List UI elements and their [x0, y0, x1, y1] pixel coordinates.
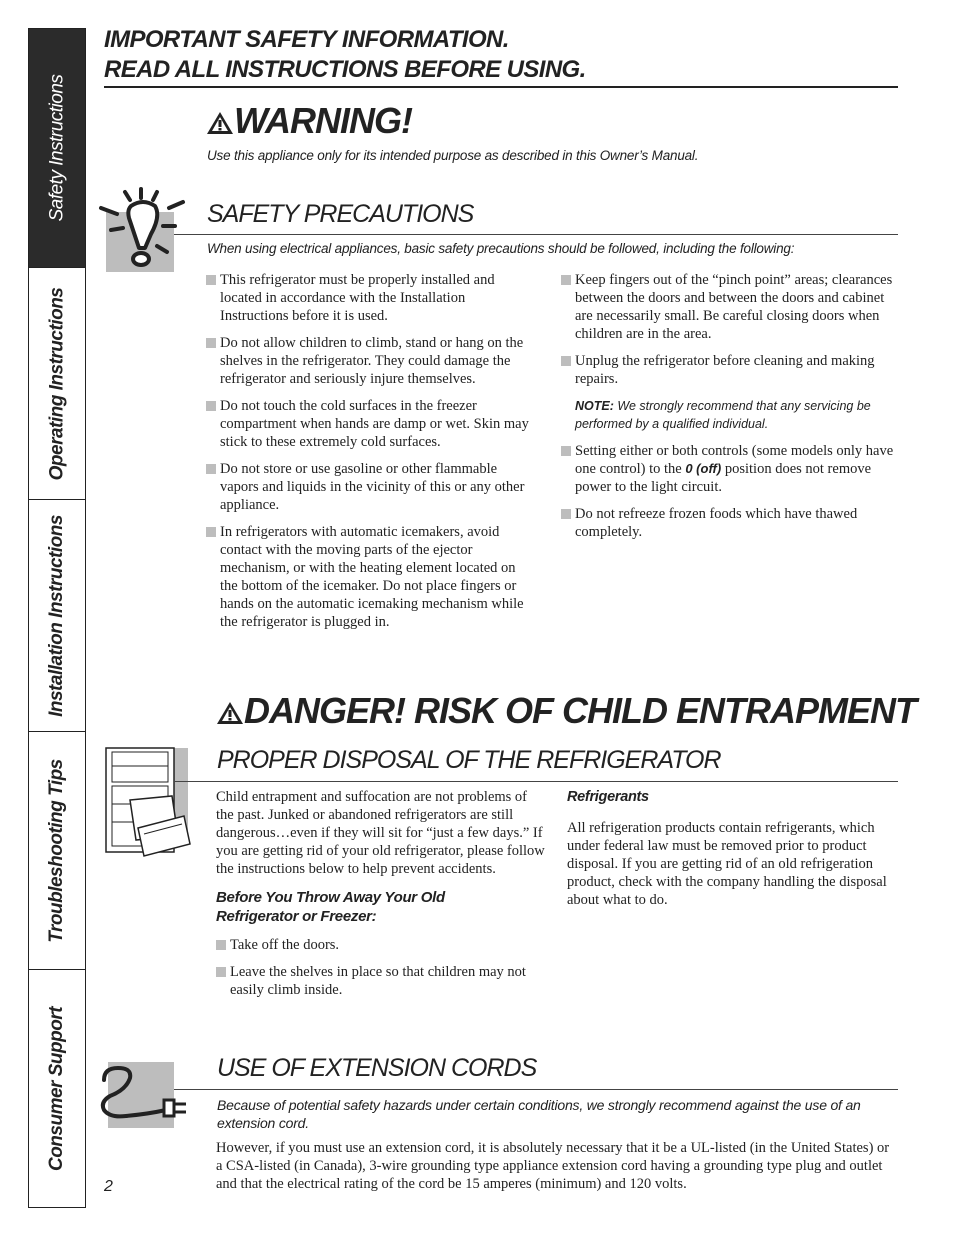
disposal-item: Leave the shelves in place so that children may not easily climb inside.: [216, 963, 546, 999]
bullet-square-icon: [216, 967, 226, 977]
bullet-square-icon: [561, 509, 571, 519]
tab-label: Consumer Support: [46, 1006, 67, 1171]
header-line-2: READ ALL INSTRUCTIONS BEFORE USING.: [104, 56, 586, 83]
bullet-square-icon: [206, 527, 216, 537]
tab-label: Operating Instructions: [46, 287, 67, 480]
disposal-left-column: [216, 788, 546, 1008]
tab-installation-instructions[interactable]: [29, 500, 85, 732]
bullet-square-icon: [216, 940, 226, 950]
disposal-body: Child entrapment and suffocation are not problems of the past. Junked or abandoned refrigerators are still dangerous…even if they will sit for “just a few days.” If you are getting rid of your old refrigerator, please follow the instructions below to help prevent accidents.: [216, 789, 545, 877]
servicing-note: NOTE: We strongly recommend that any servicing be performed by a qualified individual.: [575, 399, 871, 431]
extension-rule: [174, 1089, 898, 1090]
safety-left-column: [206, 271, 536, 640]
tab-operating-instructions[interactable]: [29, 268, 85, 500]
danger-title-text: DANGER! RISK OF CHILD ENTRAPMENT: [244, 690, 916, 731]
page-number: 2: [104, 1178, 113, 1195]
refrigerants-title: Refrigerants: [567, 789, 649, 805]
warning-title: [206, 100, 412, 142]
warning-subtitle: Use this appliance only for its intended purpose as described in this Owner’s Manual.: [207, 148, 699, 163]
danger-title: [216, 690, 916, 732]
tab-consumer-support[interactable]: [29, 970, 85, 1207]
safety-item: Do not touch the cold surfaces in the freezer compartment when hands are damp or wet. Skin may stick to these extremely cold surfaces.: [206, 397, 536, 451]
tab-label: Safety Instructions: [46, 74, 68, 222]
safety-item: Keep fingers out of the “pinch point” areas; clearances between the doors and between the doors and cabinet are necessarily small. Be careful closing doors when children are in the area.: [561, 271, 898, 343]
disposal-title: PROPER DISPOSAL OF THE REFRIGERATOR: [217, 746, 721, 774]
safety-precautions-title: SAFETY PRECAUTIONS: [207, 200, 474, 228]
refrigerants-body: All refrigeration products contain refrigerants, which under federal law must be removed prior to product disposal. If you are getting rid of an old refrigeration product, check with the company handling the disposal about what to do.: [567, 820, 887, 908]
warning-triangle-icon: [206, 111, 234, 135]
bullet-square-icon: [561, 356, 571, 366]
disposal-rule: [174, 781, 898, 782]
bullet-square-icon: [561, 446, 571, 456]
extension-title: USE OF EXTENSION CORDS: [217, 1054, 537, 1082]
extension-cord-icon: [96, 1060, 192, 1130]
header-rule: [104, 86, 898, 88]
safety-item: Do not allow children to climb, stand or hang on the shelves in the refrigerator. They could damage the refrigerator and seriously injure themselves.: [206, 334, 536, 388]
refrigerator-icon: [100, 744, 192, 860]
bullet-square-icon: [561, 275, 571, 285]
tab-label: Troubleshooting Tips: [46, 758, 67, 943]
safety-item: Setting either or both controls (some models only have one control) to the 0 (off) position does not remove power to the light circuit.: [561, 442, 898, 496]
header-line-1: IMPORTANT SAFETY INFORMATION.: [104, 26, 509, 53]
refrigerants-column: [567, 788, 898, 909]
safety-item: This refrigerator must be properly installed and located in accordance with the Installation Instructions before it is used.: [206, 271, 536, 325]
disposal-subhead: Before You Throw Away Your Old Refrigerator or Freezer:: [216, 889, 445, 925]
safety-lead: When using electrical appliances, basic safety precautions should be followed, including the following:: [207, 241, 795, 256]
extension-body: However, if you must use an extension cord, it is absolutely necessary that it be a UL-listed (in the United States) or a CSA-listed (in Canada), 3-wire grounding type appliance extension cord having a grounding type plug and outlet and that the electrical rating of the cord be 15 amperes (minimum) and 120 volts.: [216, 1140, 890, 1192]
warning-title-text: WARNING!: [234, 100, 412, 141]
side-nav: [28, 28, 86, 1208]
extension-lead: Because of potential safety hazards under certain conditions, we strongly recommend against the use of an extension cord.: [217, 1097, 861, 1131]
bullet-square-icon: [206, 275, 216, 285]
tab-troubleshooting-tips[interactable]: [29, 732, 85, 970]
safety-item: Do not refreeze frozen foods which have thawed completely.: [561, 505, 898, 541]
safety-item: Do not store or use gasoline or other flammable vapors and liquids in the vicinity of this or any other appliance.: [206, 460, 536, 514]
tab-label: Installation Instructions: [46, 514, 67, 717]
disposal-item: Take off the doors.: [216, 936, 546, 954]
safety-item: In refrigerators with automatic icemakers, avoid contact with the moving parts of the ejector mechanism, or with the heating element located on the bottom of the icemaker. Do not place fingers or hands on the automatic icemaking mechanism while the refrigerator is plugged in.: [206, 523, 536, 631]
page-header: [104, 25, 586, 85]
safety-rule: [174, 234, 898, 235]
bullet-square-icon: [206, 464, 216, 474]
exclamation-icon: [97, 186, 192, 276]
tab-safety-instructions[interactable]: [29, 29, 85, 268]
safety-item: Unplug the refrigerator before cleaning and making repairs.: [561, 352, 898, 388]
bullet-square-icon: [206, 401, 216, 411]
safety-right-column: [561, 271, 898, 550]
bullet-square-icon: [206, 338, 216, 348]
warning-triangle-icon: [216, 701, 244, 725]
